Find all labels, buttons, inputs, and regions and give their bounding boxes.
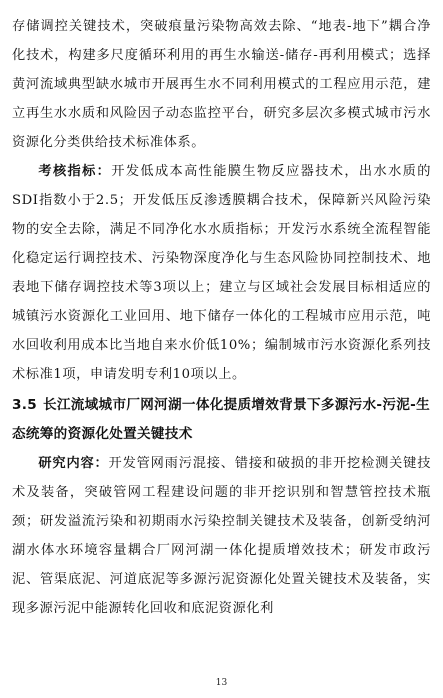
section-heading bbox=[12, 391, 431, 449]
paragraph-assessment-indicators bbox=[12, 157, 431, 389]
section-title: 长江流域城市厂网河湖一体化提质增效背景下多源污水-污泥-生态统筹的资源化处置关键技术 bbox=[12, 397, 430, 442]
paragraph-research-content-continued: 存储调控关键技术，突破痕量污染物高效去除、“地表-地下”耦合净化技术，构建多尺度循环利用的再生水输送-储存-再利用模式；选择黄河流域典型缺水城市开展再生水不同利用模式的工程应用示范，建立再生水水质和风险因子动态监控平台，研究多层次多模式城市污水资源化分类供给技术标准体系。 bbox=[12, 19, 431, 150]
assessment-indicators-label: 考核指标： bbox=[38, 164, 112, 179]
page-number: 13 bbox=[215, 678, 228, 688]
assessment-indicators-text: 开发低成本高性能膜生物反应器技术，出水水质的SDI指数小于2.5；开发低压反渗透膜耦合技术，保障新兴风险污染物的安全去除，满足不同净化水水质指标；开发污水系统全流程智能化稳定运行调控技术、污染物深度净化与生态风险协同控制技术、地表地下储存调控技术等3项以上；建立与区域社会发展目标相适应的城镇污水资源化工业回用、地下储存一体化的工程城市应用示范，吨水回收利用成本比当地自来水价低10%；编制城市污水资源化系列技术标准1项，申请发明专利10项以上。 bbox=[12, 164, 432, 382]
paragraph-research-content bbox=[12, 449, 431, 623]
section-number: 3.5 bbox=[12, 397, 37, 413]
research-content-label: 研究内容： bbox=[38, 456, 109, 471]
research-content-text: 开发管网雨污混接、错接和破损的非开挖检测关键技术及装备，突破管网工程建设问题的非开挖识别和智慧管控技术瓶颈；研发溢流污染和初期雨水污染控制关键技术及装备，创新受纳河湖水体水环境容量耦合厂网河湖一体化提质增效技术；研发市政污泥、管渠底泥、河道底泥等多源污泥资源化处置关键技术及装备，实现多源污泥中能源转化回收和底泥资源化利 bbox=[12, 456, 431, 616]
